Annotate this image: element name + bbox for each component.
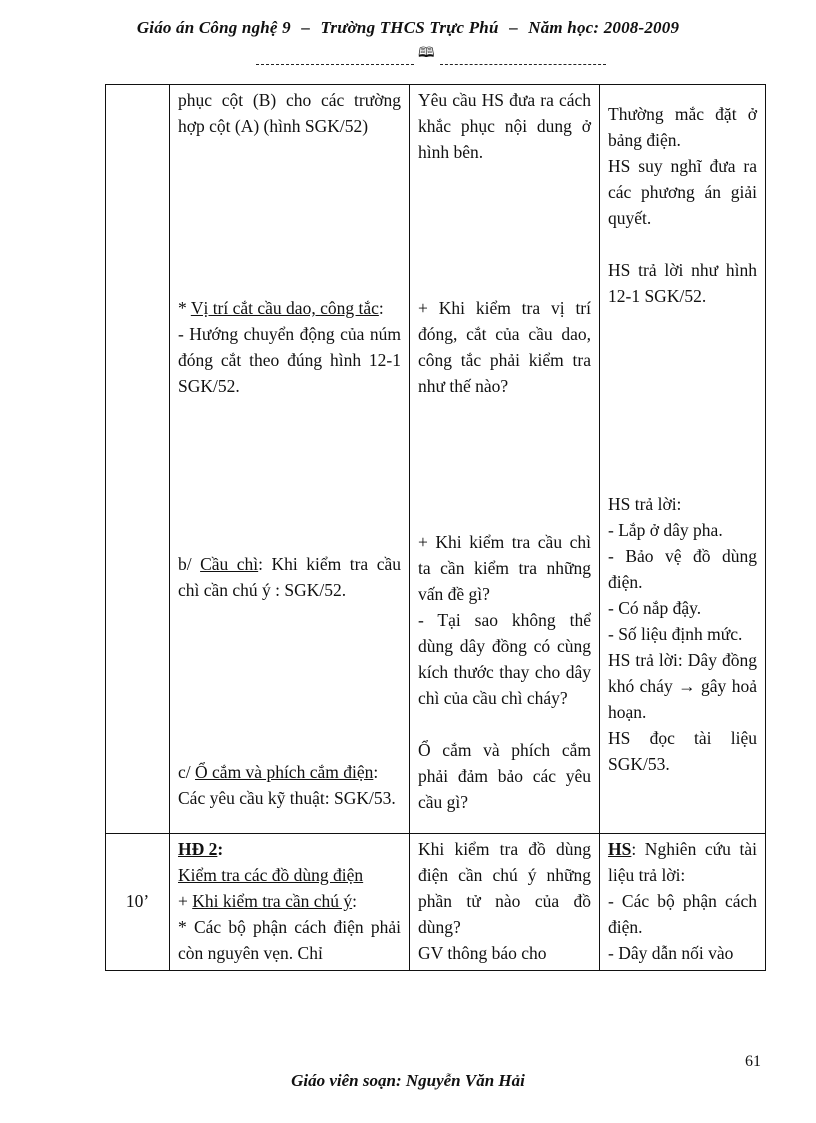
page-header (0, 18, 816, 38)
student-text: - Lắp ở dây pha. (608, 520, 723, 540)
content-text: * Các bộ phận cách điện phải còn nguyên vẹn. Chỉ (178, 917, 401, 963)
student-text: - Số liệu định mức. (608, 624, 743, 644)
student-text: - Dây dẫn nối vào (608, 943, 734, 963)
content-heading: b/ Cầu chì: Khi kiểm tra cầu chì cần chú ý : SGK/52. (178, 554, 401, 600)
student-text: HS trả lời: Dây đồng khó cháy → gây hoả hoạn. (608, 650, 757, 722)
content-cell (170, 85, 410, 834)
header-dash: – (301, 18, 310, 37)
teacher-text: + Khi kiểm tra cầu chì ta cần kiểm tra những vấn đề gì? (418, 532, 591, 604)
header-rule-right (440, 64, 606, 65)
student-text: HS suy nghĩ đưa ra các phương án giải quyết. (608, 156, 757, 228)
open-book-icon: 🕮 (418, 46, 435, 61)
content-cell (170, 834, 410, 971)
content-text: - Hướng chuyển động của núm đóng cắt theo đúng hình 12-1 SGK/52. (178, 324, 401, 396)
teacher-text: - Tại sao không thể dùng dây đồng có cùng kích thước thay cho dây chì của cầu chì cháy? (418, 610, 591, 708)
header-year: Năm học: 2008-2009 (528, 18, 680, 37)
student-text: HS đọc tài liệu SGK/53. (608, 728, 757, 774)
student-cell (600, 85, 766, 834)
student-text: - Các bộ phận cách điện. (608, 891, 757, 937)
content-text: Các yêu cầu kỹ thuật: SGK/53. (178, 788, 396, 808)
teacher-cell (410, 85, 600, 834)
student-text: Thường mắc đặt ở bảng điện. (608, 104, 757, 150)
page-number: 61 (745, 1053, 761, 1070)
content-heading: + Khi kiểm tra cần chú ý: (178, 891, 358, 911)
student-text: HS trả lời như hình 12-1 SGK/52. (608, 260, 757, 306)
student-text: - Có nắp đậy. (608, 598, 702, 618)
lesson-table (105, 84, 766, 971)
student-text: - Bảo vệ đồ dùng điện. (608, 546, 757, 592)
time-cell (106, 85, 170, 834)
table-row (106, 85, 766, 834)
teacher-text: Yêu cầu HS đưa ra cách khắc phục nội dung ở hình bên. (418, 90, 591, 162)
section-heading: Kiểm tra các đồ dùng điện (178, 865, 364, 885)
student-text: HS: Nghiên cứu tài liệu trả lời: (608, 839, 757, 885)
content-heading: * Vị trí cắt cầu dao, công tắc: (178, 298, 384, 318)
teacher-text: + Khi kiểm tra vị trí đóng, cắt của cầu dao, công tắc phải kiểm tra như thế nào? (418, 298, 591, 396)
time-cell: 10’ (106, 834, 170, 971)
content-heading: c/ Ổ cắm và phích cắm điện: (178, 762, 379, 782)
header-dash: – (509, 18, 518, 37)
teacher-cell (410, 834, 600, 971)
header-subject: Giáo án Công nghệ 9 (136, 18, 291, 37)
header-school: Trường THCS Trực Phú (320, 18, 499, 37)
table-row (106, 834, 766, 971)
header-rule-left (256, 64, 414, 65)
activity-title: HĐ 2: (178, 839, 224, 859)
student-cell (600, 834, 766, 971)
content-text: phục cột (B) cho các trường hợp cột (A) (hình SGK/52) (178, 90, 401, 136)
teacher-text: Ổ cắm và phích cắm phải đảm bảo các yêu cầu gì? (418, 740, 591, 812)
page-footer: Giáo viên soạn: Nguyễn Văn Hải (291, 1071, 525, 1090)
teacher-text: GV thông báo cho (418, 943, 547, 963)
teacher-text: Khi kiểm tra đồ dùng điện cần chú ý những phần tử nào của đồ dùng? (418, 839, 591, 937)
student-text: HS trả lời: (608, 494, 682, 514)
